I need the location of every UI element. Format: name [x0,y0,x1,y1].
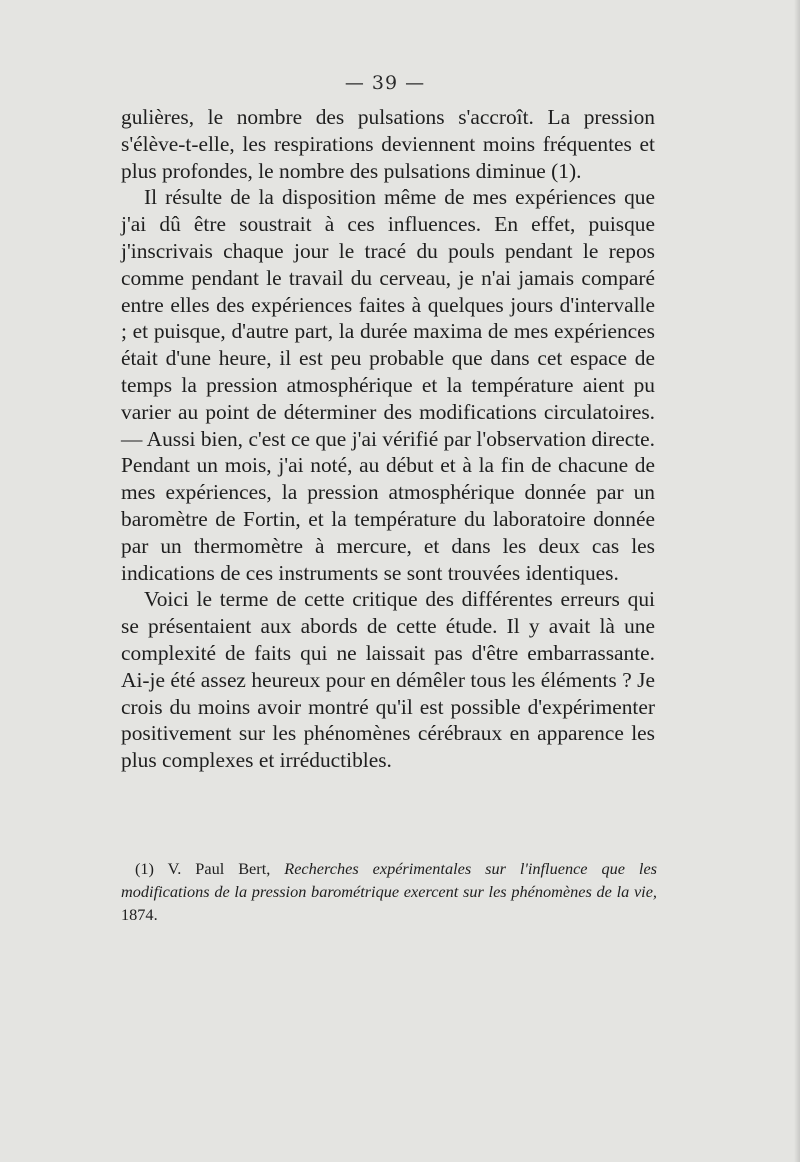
page-edge-shadow [794,0,800,1162]
paragraph-2: Il résulte de la disposition même de mes expériences que j'ai dû être soustrait à ces influences. En effet, puisque j'inscrivais chaque jour le tracé du pouls pendant le repos comme pendant le travail du cerveau, je n'ai jamais comparé entre elles des expériences faites à quelques jours d'intervalle ; et puisque, d'autre part, la durée maxima de mes expériences était d'une heure, il est peu probable que dans cet espace de temps la pression atmosphérique et la température aient pu varier au point de déterminer des modifications circulatoires. — Aussi bien, c'est ce que j'ai vérifié par l'observation directe. Pendant un mois, j'ai noté, au début et à la fin de chacune de mes expériences, la pression atmosphérique donnée par un baromètre de Fortin, et la température du laboratoire donnée par un thermomètre à mercure, et dans les deux cas les indications de ces instruments se sont trouvées identiques. [121,185,655,585]
footnote [121,857,657,926]
footnote-author: V. Paul Bert, [167,859,271,878]
footnote-title: Recherches expérimentales sur l'influence que les modifications de la pression barométrique exercent sur les phénomènes de la vie, [121,859,658,901]
paragraph-3: Voici le terme de cette critique des différentes erreurs qui se présentaient aux abords de cette étude. Il y avait là une complexité de faits qui ne laissait pas d'être embarrassante. Ai-je été assez heureux pour en démêler tous les éléments ? Je crois du moins avoir montré qu'il est possible d'expérimenter positivement sur les phénomènes cérébraux en apparence les plus complexes et irréductibles. [121,587,655,773]
body-text [121,104,655,774]
footnote-year: 1874. [121,905,158,924]
paragraph-1: gulières, le nombre des pulsations s'accroît. La pression s'élève-t-elle, les respirations deviennent moins fréquentes et plus profondes, le nombre des pulsations diminue (1). [121,105,655,183]
page-number: — 39 — [344,72,426,94]
footnote-marker: (1) [135,859,154,878]
